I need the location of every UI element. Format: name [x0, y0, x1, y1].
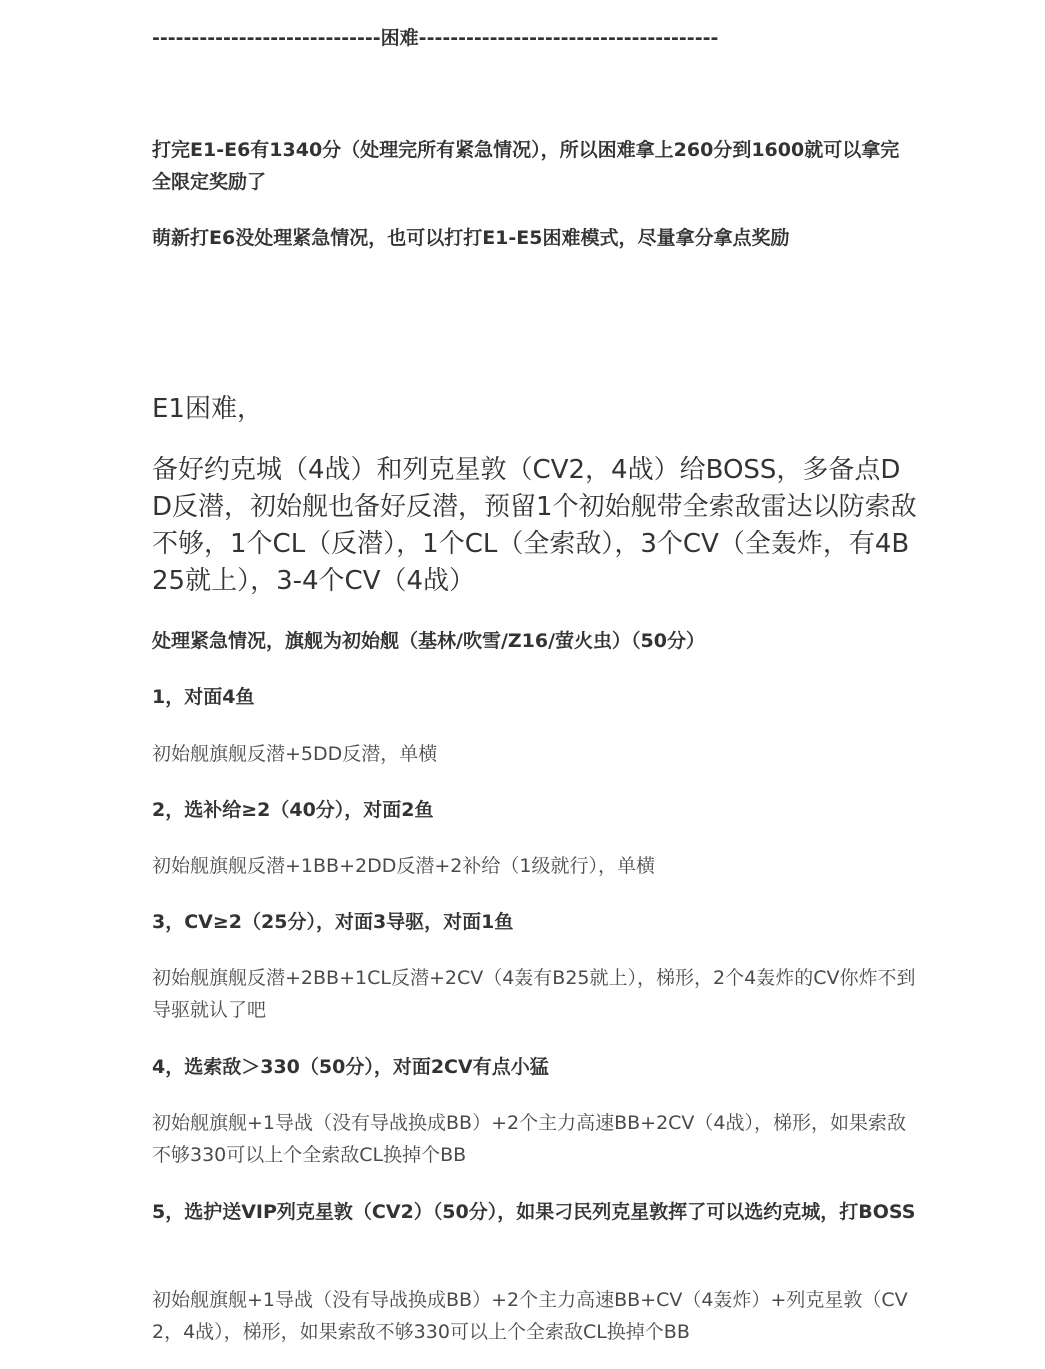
- intro-paragraph-2: 萌新打E6没处理紧急情况，也可以打打E1-E5困难模式，尽量拿分拿点奖励: [152, 227, 790, 249]
- item-5-text: 初始舰旗舰+1导战（没有导战换成BB）+2个主力高速BB+CV（4轰炸）+列克星敦（CV2，4战），梯形，如果索敌不够330可以上个全索敌CL换掉个BB: [152, 1289, 908, 1343]
- item-5-heading: 5，选护送VIP列克星敦（CV2）（50分），如果刁民列克星敦挥了可以选约克城，打BOSS: [152, 1201, 916, 1223]
- item-3-text: 初始舰旗舰反潜+2BB+1CL反潜+2CV（4轰有B25就上），梯形，2个4轰炸的CV你炸不到导驱就认了吧: [152, 967, 916, 1021]
- item-1-heading: 1，对面4鱼: [152, 686, 255, 708]
- item-3-heading: 3，CV≥2（25分），对面3导驱，对面1鱼: [152, 911, 514, 933]
- e1-preparation: 备好约克城（4战）和列克星敦（CV2，4战）给BOSS，多备点DD反潜，初始舰也备好反潜，预留1个初始舰带全索敌雷达以防索敌不够，1个CL（反潜），1个CL（全索敌），3个CV（全轰炸，有4B25就上），3-4个CV（4战）: [152, 455, 917, 596]
- intro-paragraph-1: 打完E1-E6有1340分（处理完所有紧急情况），所以困难拿上260分到1600就可以拿完全限定奖励了: [152, 139, 900, 193]
- item-2-text: 初始舰旗舰反潜+1BB+2DD反潜+2补给（1级就行），单横: [152, 855, 655, 877]
- item-1-text: 初始舰旗舰反潜+5DD反潜，单横: [152, 743, 438, 765]
- item-4-text: 初始舰旗舰+1导战（没有导战换成BB）+2个主力高速BB+2CV（4战），梯形，如果索敌不够330可以上个全索敌CL换掉个BB: [152, 1112, 907, 1166]
- item-2-heading: 2，选补给≥2（40分），对面2鱼: [152, 799, 434, 821]
- difficulty-divider: -----------------------------困难--------------------------------------: [152, 27, 719, 49]
- e1-title: E1困难，: [152, 394, 263, 424]
- emergency-heading: 处理紧急情况，旗舰为初始舰（基林/吹雪/Z16/萤火虫）（50分）: [152, 630, 705, 652]
- item-4-heading: 4，选索敌＞330（50分），对面2CV有点小猛: [152, 1056, 549, 1078]
